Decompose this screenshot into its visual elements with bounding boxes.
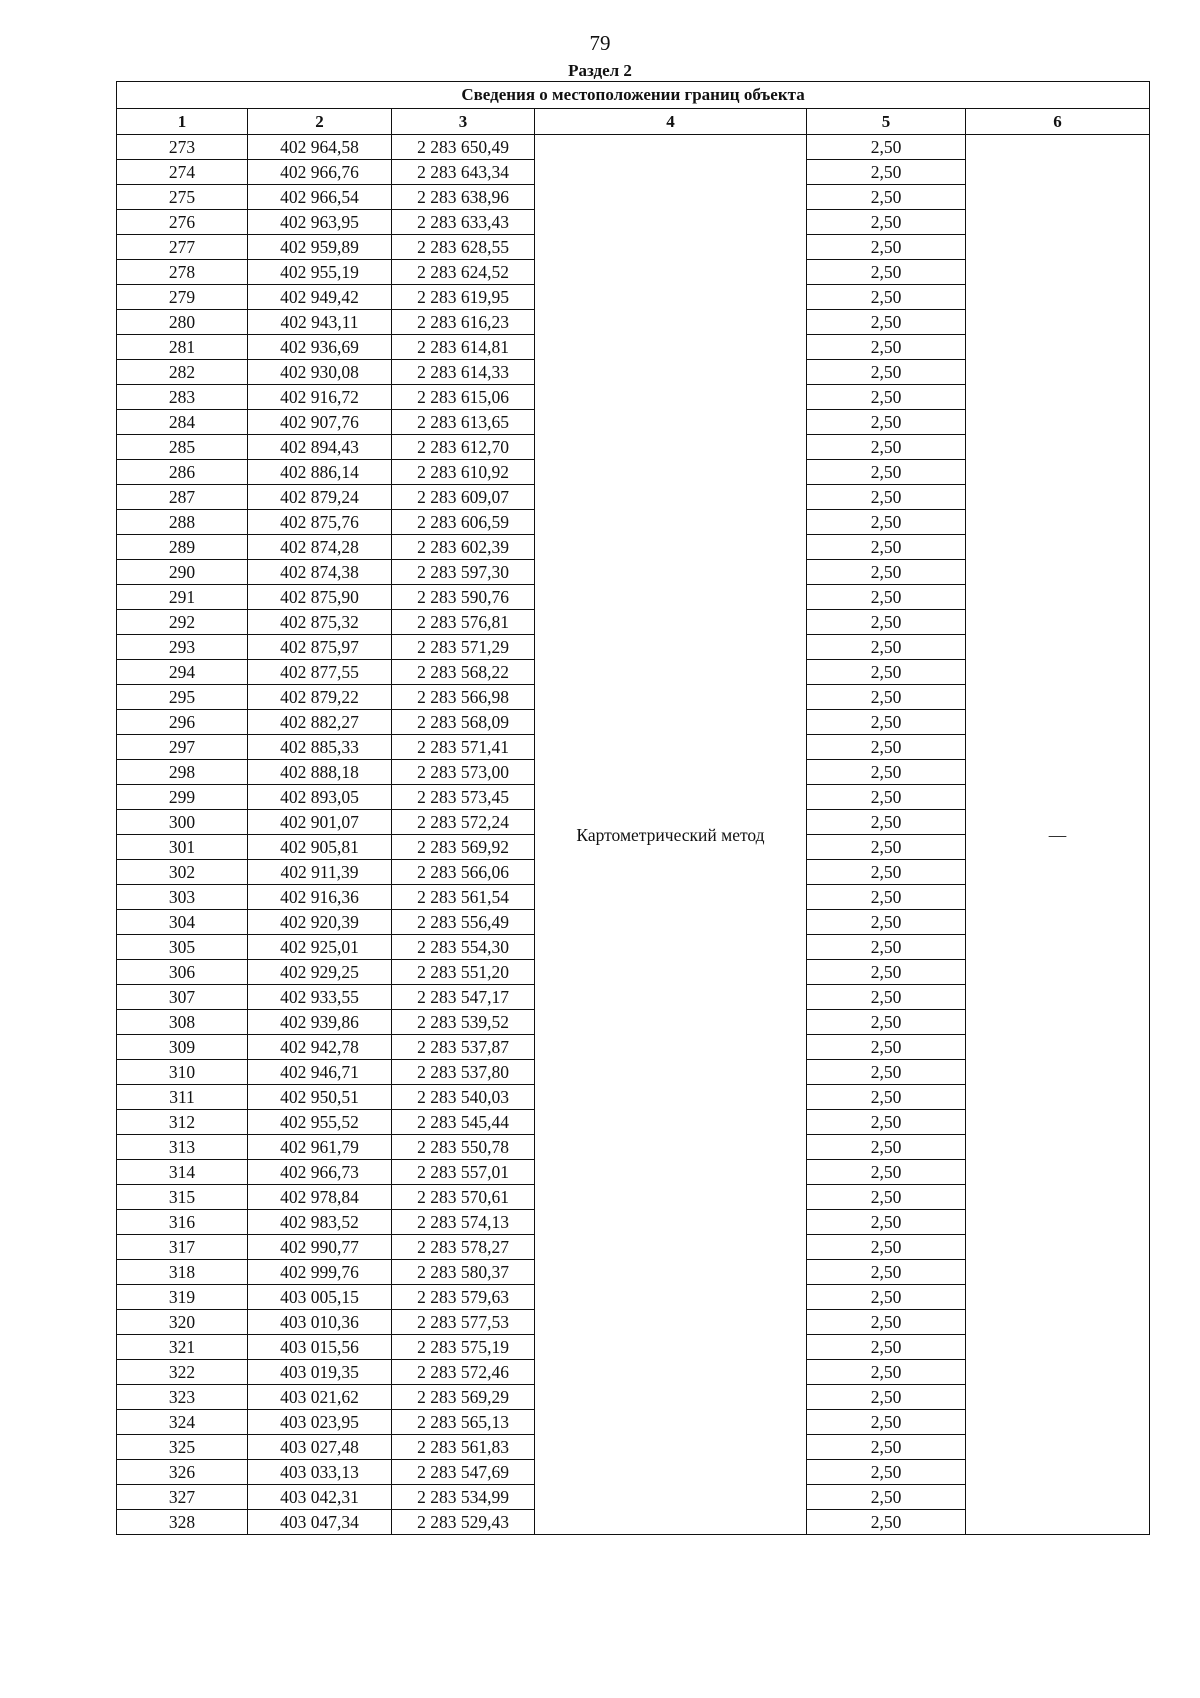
accuracy-cell: 2,50 [807, 860, 966, 885]
y-coordinate-cell: 2 283 534,99 [392, 1485, 535, 1510]
x-coordinate-cell: 402 875,32 [248, 610, 392, 635]
point-number-cell: 324 [117, 1410, 248, 1435]
x-coordinate-cell: 402 879,24 [248, 485, 392, 510]
point-number-cell: 289 [117, 535, 248, 560]
x-coordinate-cell: 403 019,35 [248, 1360, 392, 1385]
y-coordinate-cell: 2 283 616,23 [392, 310, 535, 335]
accuracy-cell: 2,50 [807, 935, 966, 960]
x-coordinate-cell: 402 942,78 [248, 1035, 392, 1060]
table-caption-row [117, 82, 1150, 109]
x-coordinate-cell: 402 983,52 [248, 1210, 392, 1235]
x-coordinate-cell: 402 916,72 [248, 385, 392, 410]
accuracy-cell: 2,50 [807, 235, 966, 260]
accuracy-cell: 2,50 [807, 210, 966, 235]
x-coordinate-cell: 402 875,90 [248, 585, 392, 610]
accuracy-cell: 2,50 [807, 785, 966, 810]
accuracy-cell: 2,50 [807, 1185, 966, 1210]
accuracy-cell: 2,50 [807, 185, 966, 210]
y-coordinate-cell: 2 283 602,39 [392, 535, 535, 560]
point-number-cell: 296 [117, 710, 248, 735]
point-number-cell: 281 [117, 335, 248, 360]
x-coordinate-cell: 403 015,56 [248, 1335, 392, 1360]
point-number-cell: 292 [117, 610, 248, 635]
x-coordinate-cell: 402 933,55 [248, 985, 392, 1010]
accuracy-cell: 2,50 [807, 1135, 966, 1160]
point-number-cell: 328 [117, 1510, 248, 1535]
accuracy-cell: 2,50 [807, 660, 966, 685]
accuracy-cell: 2,50 [807, 435, 966, 460]
accuracy-cell: 2,50 [807, 710, 966, 735]
table-body [117, 135, 1150, 1535]
x-coordinate-cell: 402 920,39 [248, 910, 392, 935]
y-coordinate-cell: 2 283 571,41 [392, 735, 535, 760]
accuracy-cell: 2,50 [807, 685, 966, 710]
y-coordinate-cell: 2 283 650,49 [392, 135, 535, 160]
x-coordinate-cell: 402 888,18 [248, 760, 392, 785]
x-coordinate-cell: 402 936,69 [248, 335, 392, 360]
point-number-cell: 306 [117, 960, 248, 985]
y-coordinate-cell: 2 283 545,44 [392, 1110, 535, 1135]
x-coordinate-cell: 402 999,76 [248, 1260, 392, 1285]
point-number-cell: 278 [117, 260, 248, 285]
y-coordinate-cell: 2 283 615,06 [392, 385, 535, 410]
x-coordinate-cell: 402 963,95 [248, 210, 392, 235]
accuracy-cell: 2,50 [807, 1235, 966, 1260]
y-coordinate-cell: 2 283 568,22 [392, 660, 535, 685]
point-number-cell: 295 [117, 685, 248, 710]
accuracy-cell: 2,50 [807, 760, 966, 785]
x-coordinate-cell: 402 955,19 [248, 260, 392, 285]
x-coordinate-cell: 402 966,76 [248, 160, 392, 185]
point-number-cell: 301 [117, 835, 248, 860]
y-coordinate-cell: 2 283 612,70 [392, 435, 535, 460]
column-header-4: 4 [535, 109, 807, 135]
x-coordinate-cell: 403 033,13 [248, 1460, 392, 1485]
accuracy-cell: 2,50 [807, 360, 966, 385]
description-cell: — [966, 135, 1150, 1535]
x-coordinate-cell: 402 990,77 [248, 1235, 392, 1260]
x-coordinate-cell: 402 966,54 [248, 185, 392, 210]
y-coordinate-cell: 2 283 578,27 [392, 1235, 535, 1260]
x-coordinate-cell: 402 949,42 [248, 285, 392, 310]
y-coordinate-cell: 2 283 576,81 [392, 610, 535, 635]
y-coordinate-cell: 2 283 572,46 [392, 1360, 535, 1385]
y-coordinate-cell: 2 283 573,45 [392, 785, 535, 810]
point-number-cell: 299 [117, 785, 248, 810]
y-coordinate-cell: 2 283 569,29 [392, 1385, 535, 1410]
table-row [117, 135, 1150, 160]
point-number-cell: 291 [117, 585, 248, 610]
x-coordinate-cell: 403 027,48 [248, 1435, 392, 1460]
point-number-cell: 294 [117, 660, 248, 685]
y-coordinate-cell: 2 283 619,95 [392, 285, 535, 310]
x-coordinate-cell: 402 893,05 [248, 785, 392, 810]
accuracy-cell: 2,50 [807, 310, 966, 335]
method-cell: Картометрический метод [535, 135, 807, 1535]
accuracy-cell: 2,50 [807, 1310, 966, 1335]
point-number-cell: 280 [117, 310, 248, 335]
x-coordinate-cell: 402 929,25 [248, 960, 392, 985]
point-number-cell: 307 [117, 985, 248, 1010]
point-number-cell: 298 [117, 760, 248, 785]
y-coordinate-cell: 2 283 574,13 [392, 1210, 535, 1235]
point-number-cell: 323 [117, 1385, 248, 1410]
y-coordinate-cell: 2 283 606,59 [392, 510, 535, 535]
accuracy-cell: 2,50 [807, 1385, 966, 1410]
y-coordinate-cell: 2 283 575,19 [392, 1335, 535, 1360]
y-coordinate-cell: 2 283 554,30 [392, 935, 535, 960]
point-number-cell: 309 [117, 1035, 248, 1060]
point-number-cell: 273 [117, 135, 248, 160]
accuracy-cell: 2,50 [807, 460, 966, 485]
y-coordinate-cell: 2 283 568,09 [392, 710, 535, 735]
x-coordinate-cell: 402 955,52 [248, 1110, 392, 1135]
y-coordinate-cell: 2 283 540,03 [392, 1085, 535, 1110]
point-number-cell: 275 [117, 185, 248, 210]
x-coordinate-cell: 403 023,95 [248, 1410, 392, 1435]
accuracy-cell: 2,50 [807, 585, 966, 610]
accuracy-cell: 2,50 [807, 1335, 966, 1360]
point-number-cell: 285 [117, 435, 248, 460]
point-number-cell: 300 [117, 810, 248, 835]
accuracy-cell: 2,50 [807, 635, 966, 660]
x-coordinate-cell: 402 874,28 [248, 535, 392, 560]
x-coordinate-cell: 402 964,58 [248, 135, 392, 160]
point-number-cell: 279 [117, 285, 248, 310]
accuracy-cell: 2,50 [807, 1010, 966, 1035]
y-coordinate-cell: 2 283 590,76 [392, 585, 535, 610]
point-number-cell: 286 [117, 460, 248, 485]
x-coordinate-cell: 402 959,89 [248, 235, 392, 260]
x-coordinate-cell: 402 930,08 [248, 360, 392, 385]
point-number-cell: 304 [117, 910, 248, 935]
column-header-6: 6 [966, 109, 1150, 135]
y-coordinate-cell: 2 283 643,34 [392, 160, 535, 185]
column-header-2: 2 [248, 109, 392, 135]
accuracy-cell: 2,50 [807, 810, 966, 835]
y-coordinate-cell: 2 283 624,52 [392, 260, 535, 285]
accuracy-cell: 2,50 [807, 510, 966, 535]
x-coordinate-cell: 403 021,62 [248, 1385, 392, 1410]
x-coordinate-cell: 402 939,86 [248, 1010, 392, 1035]
accuracy-cell: 2,50 [807, 260, 966, 285]
accuracy-cell: 2,50 [807, 985, 966, 1010]
point-number-cell: 313 [117, 1135, 248, 1160]
page-number: 79 [589, 31, 611, 55]
y-coordinate-cell: 2 283 570,61 [392, 1185, 535, 1210]
point-number-cell: 321 [117, 1335, 248, 1360]
y-coordinate-cell: 2 283 572,24 [392, 810, 535, 835]
accuracy-cell: 2,50 [807, 1110, 966, 1135]
y-coordinate-cell: 2 283 633,43 [392, 210, 535, 235]
x-coordinate-cell: 402 875,76 [248, 510, 392, 535]
y-coordinate-cell: 2 283 628,55 [392, 235, 535, 260]
accuracy-cell: 2,50 [807, 285, 966, 310]
point-number-cell: 316 [117, 1210, 248, 1235]
y-coordinate-cell: 2 283 551,20 [392, 960, 535, 985]
x-coordinate-cell: 402 925,01 [248, 935, 392, 960]
y-coordinate-cell: 2 283 610,92 [392, 460, 535, 485]
point-number-cell: 317 [117, 1235, 248, 1260]
x-coordinate-cell: 402 905,81 [248, 835, 392, 860]
point-number-cell: 297 [117, 735, 248, 760]
x-coordinate-cell: 402 946,71 [248, 1060, 392, 1085]
x-coordinate-cell: 402 879,22 [248, 685, 392, 710]
accuracy-cell: 2,50 [807, 610, 966, 635]
point-number-cell: 277 [117, 235, 248, 260]
x-coordinate-cell: 402 882,27 [248, 710, 392, 735]
accuracy-cell: 2,50 [807, 1410, 966, 1435]
point-number-cell: 274 [117, 160, 248, 185]
accuracy-cell: 2,50 [807, 1460, 966, 1485]
accuracy-cell: 2,50 [807, 1210, 966, 1235]
accuracy-cell: 2,50 [807, 960, 966, 985]
point-number-cell: 327 [117, 1485, 248, 1510]
point-number-cell: 287 [117, 485, 248, 510]
accuracy-cell: 2,50 [807, 1060, 966, 1085]
table-caption: Сведения о местоположении границ объекта [117, 82, 1150, 109]
y-coordinate-cell: 2 283 561,83 [392, 1435, 535, 1460]
x-coordinate-cell: 402 966,73 [248, 1160, 392, 1185]
x-coordinate-cell: 403 005,15 [248, 1285, 392, 1310]
x-coordinate-cell: 402 886,14 [248, 460, 392, 485]
accuracy-cell: 2,50 [807, 485, 966, 510]
y-coordinate-cell: 2 283 556,49 [392, 910, 535, 935]
y-coordinate-cell: 2 283 609,07 [392, 485, 535, 510]
accuracy-cell: 2,50 [807, 1285, 966, 1310]
accuracy-cell: 2,50 [807, 410, 966, 435]
point-number-cell: 311 [117, 1085, 248, 1110]
accuracy-cell: 2,50 [807, 1360, 966, 1385]
y-coordinate-cell: 2 283 547,17 [392, 985, 535, 1010]
x-coordinate-cell: 403 010,36 [248, 1310, 392, 1335]
x-coordinate-cell: 402 877,55 [248, 660, 392, 685]
point-number-cell: 283 [117, 385, 248, 410]
accuracy-cell: 2,50 [807, 885, 966, 910]
y-coordinate-cell: 2 283 561,54 [392, 885, 535, 910]
point-number-cell: 288 [117, 510, 248, 535]
accuracy-cell: 2,50 [807, 135, 966, 160]
point-number-cell: 310 [117, 1060, 248, 1085]
x-coordinate-cell: 402 907,76 [248, 410, 392, 435]
point-number-cell: 308 [117, 1010, 248, 1035]
y-coordinate-cell: 2 283 537,80 [392, 1060, 535, 1085]
accuracy-cell: 2,50 [807, 1160, 966, 1185]
y-coordinate-cell: 2 283 557,01 [392, 1160, 535, 1185]
x-coordinate-cell: 402 911,39 [248, 860, 392, 885]
y-coordinate-cell: 2 283 614,81 [392, 335, 535, 360]
y-coordinate-cell: 2 283 537,87 [392, 1035, 535, 1060]
accuracy-cell: 2,50 [807, 1435, 966, 1460]
y-coordinate-cell: 2 283 614,33 [392, 360, 535, 385]
point-number-cell: 282 [117, 360, 248, 385]
y-coordinate-cell: 2 283 577,53 [392, 1310, 535, 1335]
y-coordinate-cell: 2 283 571,29 [392, 635, 535, 660]
x-coordinate-cell: 402 885,33 [248, 735, 392, 760]
point-number-cell: 326 [117, 1460, 248, 1485]
y-coordinate-cell: 2 283 566,98 [392, 685, 535, 710]
accuracy-cell: 2,50 [807, 1085, 966, 1110]
x-coordinate-cell: 403 047,34 [248, 1510, 392, 1535]
accuracy-cell: 2,50 [807, 160, 966, 185]
accuracy-cell: 2,50 [807, 1485, 966, 1510]
section-title: Раздел 2 [568, 61, 632, 80]
point-number-cell: 318 [117, 1260, 248, 1285]
column-header-1: 1 [117, 109, 248, 135]
y-coordinate-cell: 2 283 547,69 [392, 1460, 535, 1485]
y-coordinate-cell: 2 283 566,06 [392, 860, 535, 885]
point-number-cell: 276 [117, 210, 248, 235]
column-header-5: 5 [807, 109, 966, 135]
y-coordinate-cell: 2 283 529,43 [392, 1510, 535, 1535]
point-number-cell: 284 [117, 410, 248, 435]
point-number-cell: 314 [117, 1160, 248, 1185]
accuracy-cell: 2,50 [807, 910, 966, 935]
point-number-cell: 325 [117, 1435, 248, 1460]
accuracy-cell: 2,50 [807, 535, 966, 560]
point-number-cell: 320 [117, 1310, 248, 1335]
y-coordinate-cell: 2 283 597,30 [392, 560, 535, 585]
x-coordinate-cell: 402 978,84 [248, 1185, 392, 1210]
x-coordinate-cell: 403 042,31 [248, 1485, 392, 1510]
boundary-table [116, 81, 1150, 1535]
point-number-cell: 319 [117, 1285, 248, 1310]
y-coordinate-cell: 2 283 550,78 [392, 1135, 535, 1160]
x-coordinate-cell: 402 894,43 [248, 435, 392, 460]
x-coordinate-cell: 402 961,79 [248, 1135, 392, 1160]
accuracy-cell: 2,50 [807, 1035, 966, 1060]
point-number-cell: 315 [117, 1185, 248, 1210]
accuracy-cell: 2,50 [807, 735, 966, 760]
accuracy-cell: 2,50 [807, 335, 966, 360]
accuracy-cell: 2,50 [807, 835, 966, 860]
y-coordinate-cell: 2 283 565,13 [392, 1410, 535, 1435]
x-coordinate-cell: 402 943,11 [248, 310, 392, 335]
point-number-cell: 290 [117, 560, 248, 585]
column-header-3: 3 [392, 109, 535, 135]
y-coordinate-cell: 2 283 613,65 [392, 410, 535, 435]
y-coordinate-cell: 2 283 569,92 [392, 835, 535, 860]
y-coordinate-cell: 2 283 579,63 [392, 1285, 535, 1310]
point-number-cell: 302 [117, 860, 248, 885]
x-coordinate-cell: 402 901,07 [248, 810, 392, 835]
y-coordinate-cell: 2 283 539,52 [392, 1010, 535, 1035]
x-coordinate-cell: 402 875,97 [248, 635, 392, 660]
x-coordinate-cell: 402 916,36 [248, 885, 392, 910]
x-coordinate-cell: 402 874,38 [248, 560, 392, 585]
accuracy-cell: 2,50 [807, 1260, 966, 1285]
y-coordinate-cell: 2 283 638,96 [392, 185, 535, 210]
column-header-row [117, 109, 1150, 135]
point-number-cell: 305 [117, 935, 248, 960]
point-number-cell: 303 [117, 885, 248, 910]
accuracy-cell: 2,50 [807, 385, 966, 410]
accuracy-cell: 2,50 [807, 1510, 966, 1535]
point-number-cell: 322 [117, 1360, 248, 1385]
point-number-cell: 312 [117, 1110, 248, 1135]
accuracy-cell: 2,50 [807, 560, 966, 585]
x-coordinate-cell: 402 950,51 [248, 1085, 392, 1110]
y-coordinate-cell: 2 283 573,00 [392, 760, 535, 785]
point-number-cell: 293 [117, 635, 248, 660]
y-coordinate-cell: 2 283 580,37 [392, 1260, 535, 1285]
